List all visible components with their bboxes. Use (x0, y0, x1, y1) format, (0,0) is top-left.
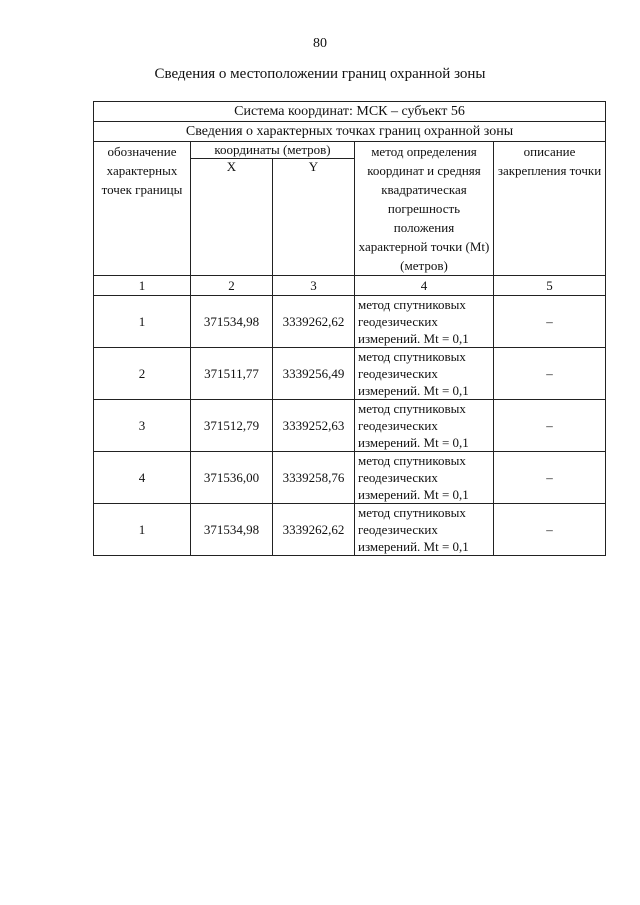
table-row (94, 296, 606, 348)
table-row (94, 348, 606, 400)
x-cell: 371534,98 (191, 296, 273, 348)
method-cell: метод спутниковых геодезических измерений. Mt = 0,1 (355, 504, 494, 556)
method-cell: метод спутниковых геодезических измерений. Mt = 0,1 (355, 296, 494, 348)
table-row (94, 504, 606, 556)
header-coordinates-label: координаты (метров) (191, 142, 355, 159)
coordinate-system-cell: Система координат: МСК – субъект 56 (94, 102, 606, 122)
column-number: 4 (355, 276, 494, 296)
header-method-label: метод определения координат и средняя квадратическая погрешность положения характерной точки (Mt) (метров) (355, 142, 494, 276)
header-x-label: X (191, 159, 273, 276)
header-y-label: Y (273, 159, 355, 276)
header-row (94, 142, 606, 159)
point-cell: 3 (94, 400, 191, 452)
y-cell: 3339262,62 (273, 504, 355, 556)
boundary-points-table (93, 101, 606, 556)
header-description-label: описание закрепления точки (494, 142, 606, 276)
x-cell: 371536,00 (191, 452, 273, 504)
description-cell: – (494, 504, 606, 556)
description-cell: – (494, 348, 606, 400)
table-row (94, 452, 606, 504)
description-cell: – (494, 400, 606, 452)
point-cell: 1 (94, 296, 191, 348)
y-cell: 3339258,76 (273, 452, 355, 504)
method-cell: метод спутниковых геодезических измерений. Mt = 0,1 (355, 348, 494, 400)
description-cell: – (494, 296, 606, 348)
y-cell: 3339252,63 (273, 400, 355, 452)
document-title: Сведения о местоположении границ охранной зоны (154, 66, 486, 82)
x-cell: 371511,77 (191, 348, 273, 400)
column-number: 3 (273, 276, 355, 296)
page-number: 80 (313, 36, 327, 51)
column-number: 5 (494, 276, 606, 296)
description-cell: – (494, 452, 606, 504)
y-cell: 3339262,62 (273, 296, 355, 348)
x-cell: 371534,98 (191, 504, 273, 556)
column-number: 1 (94, 276, 191, 296)
x-cell: 371512,79 (191, 400, 273, 452)
section-title-cell: Сведения о характерных точках границ охранной зоны (94, 122, 606, 142)
column-numbers-row (94, 276, 606, 296)
section-title-row (94, 122, 606, 142)
coordinate-system-row (94, 102, 606, 122)
method-cell: метод спутниковых геодезических измерений. Mt = 0,1 (355, 400, 494, 452)
point-cell: 1 (94, 504, 191, 556)
column-number: 2 (191, 276, 273, 296)
point-cell: 2 (94, 348, 191, 400)
table-row (94, 400, 606, 452)
header-point-label: обозначение характерных точек границы (94, 142, 191, 276)
point-cell: 4 (94, 452, 191, 504)
method-cell: метод спутниковых геодезических измерений. Mt = 0,1 (355, 452, 494, 504)
y-cell: 3339256,49 (273, 348, 355, 400)
